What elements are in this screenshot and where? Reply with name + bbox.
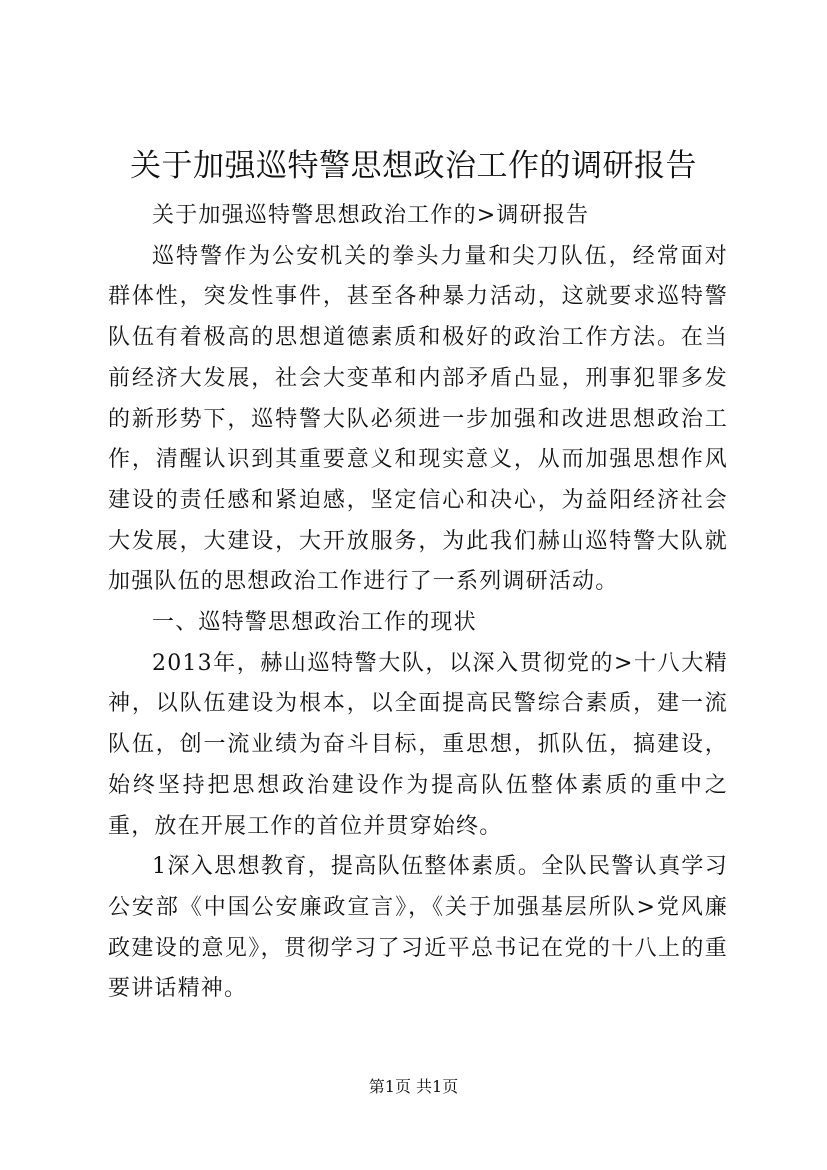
paragraph-status: 2013年，赫山巡特警大队，以深入贯彻党的>十八大精神，以队伍建设为根本，以全面提高民警综合素质，建一流队伍，创一流业绩为奋斗目标，重思想，抓队伍，搞建设，始终坚持把思想政治建设作为提高队伍整体素质的重中之重，放在开展工作的首位并贯穿始终。 <box>108 650 728 839</box>
document-title: 关于加强巡特警思想政治工作的调研报告 <box>130 148 697 184</box>
paragraph-item-1: 1深入思想教育，提高队伍整体素质。全队民警认真学习公安部《中国公安廉政宣言》，《关于加强基层所队>党风廉政建设的意见》，贯彻学习了习近平总书记在党的十八上的重要讲话精神。 <box>108 854 728 1002</box>
section-heading: 一、巡特警思想政治工作的现状 <box>152 610 477 636</box>
document-body <box>108 196 728 1010</box>
paragraph-subtitle: 关于加强巡特警思想政治工作的>调研报告 <box>152 203 590 228</box>
paragraph-intro: 巡特警作为公安机关的拳头力量和尖刀队伍，经常面对群体性，突发性事件，甚至各种暴力活动，这就要求巡特警队伍有着极高的思想道德素质和极好的政治工作方法。在当前经济大发展，社会大变革和内部矛盾凸显，刑事犯罪多发的新形势下，巡特警大队必须进一步加强和改进思想政治工作，清醒认识到其重要意义和现实意义，从而加强思想作风建设的责任感和紧迫感，坚定信心和决心，为益阳经济社会大发展，大建设，大开放服务，为此我们赫山巡特警大队就加强队伍的思想政治工作进行了一系列调研活动。 <box>108 243 728 595</box>
page-footer: 第1页 共1页 <box>368 1077 459 1096</box>
